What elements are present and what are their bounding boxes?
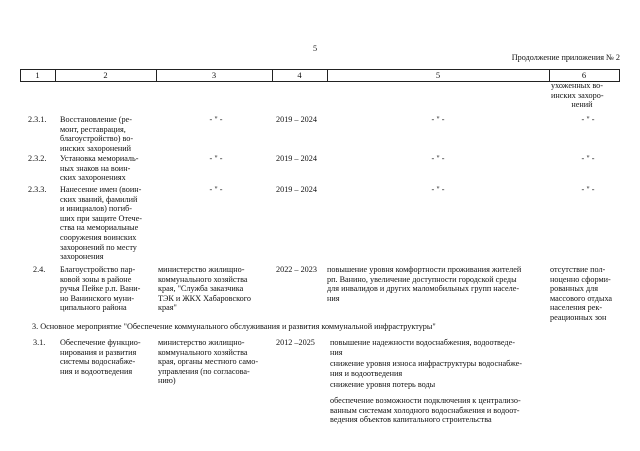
row-executor: - " -	[209, 185, 223, 194]
text-line: ципального района	[60, 303, 127, 313]
header-col-6: 6	[581, 70, 587, 80]
row-result: - " -	[581, 115, 595, 124]
text-line: края, "Служба заказчика	[158, 284, 244, 294]
row-number: 2.3.2.	[28, 154, 47, 163]
row-number: 2.3.3.	[28, 185, 47, 194]
text-line: Восстановление (ре-	[60, 115, 132, 124]
text-line: ских захоронениях	[60, 173, 126, 183]
text-line: инских захоронений	[60, 143, 131, 153]
row-indicator-1	[330, 338, 515, 357]
text-line: и инициалов) погиб-	[60, 204, 132, 214]
row-indicator-3	[330, 380, 435, 390]
row-executor: - " -	[209, 154, 223, 163]
text-line: управления (по согласова-	[158, 366, 250, 376]
text-line: ния	[330, 347, 343, 357]
row-indicator-2	[330, 359, 522, 378]
row-result: - " -	[581, 185, 595, 194]
text-line: рп. Ванино, увеличение доступности городской среды	[327, 274, 517, 284]
text-line: ных знаков на воин-	[60, 163, 131, 173]
text-line: нирования и развития	[60, 347, 137, 357]
text-line: реационных зон	[550, 312, 607, 322]
row-name	[60, 154, 138, 183]
text-line: захоронений по месту	[60, 242, 137, 252]
text-line: захоронения	[60, 252, 104, 262]
header-col-4: 4	[297, 70, 302, 80]
text-line: нений	[571, 100, 593, 110]
text-line: ведения объектов капитального строительства	[330, 415, 492, 425]
row-name	[60, 265, 140, 313]
text-line: ноценно сформи-	[550, 274, 611, 284]
text-line: края, органы местного само-	[158, 357, 259, 367]
text-line: Установка мемориаль-	[60, 154, 139, 163]
row-number: 3.1.	[33, 338, 46, 347]
text-line: сооружения воинских	[60, 232, 137, 242]
text-line: ния и водоотведения	[60, 366, 133, 376]
continuation-label: Продолжение приложения № 2	[511, 53, 620, 62]
row-name	[60, 338, 141, 376]
text-line: обеспечение возможности подключения к централизо-	[330, 396, 521, 405]
text-line: ния и водоотведения	[330, 368, 403, 378]
text-line: ухоженных во-	[551, 81, 603, 90]
text-line: ших при защите Отече-	[60, 213, 142, 223]
col6-fragment	[551, 81, 613, 110]
row-result	[550, 265, 612, 323]
text-line: ства на мемориальные	[60, 223, 139, 233]
row-executor	[158, 265, 251, 313]
text-line: для инвалидов и других маломобильных групп населе-	[327, 284, 520, 294]
row-period: 2019 – 2024	[276, 185, 317, 194]
text-line: министерство жилищно-	[158, 265, 245, 274]
text-line: инских захоро-	[551, 90, 604, 100]
text-line: рованных для	[550, 284, 599, 294]
row-period: 2019 – 2024	[276, 115, 317, 124]
text-line: ских званий, фамилий	[60, 194, 138, 204]
header-divider	[619, 69, 620, 81]
text-line: Нанесение имен (воин-	[60, 185, 142, 194]
text-line: ручья Пейке р.п. Вани-	[60, 284, 141, 294]
text-line: нию)	[158, 376, 176, 386]
row-number: 2.3.1.	[28, 115, 47, 124]
text-line: коммунального хозяйства	[158, 347, 248, 357]
row-indicator	[327, 265, 521, 303]
header-col-2: 2	[103, 70, 108, 80]
text-line: Обеспечение функцио-	[60, 338, 141, 347]
row-executor: - " -	[209, 115, 223, 124]
header-col-1: 1	[35, 70, 40, 80]
section-title: 3. Основное мероприятие "Обеспечение коммунального обслуживания и развития коммунальной инфраструктуры"	[32, 322, 436, 331]
row-indicator: - " -	[431, 154, 445, 163]
text-line: системы водоснабже-	[60, 357, 136, 367]
text-line: снижение уровня потерь воды	[330, 380, 436, 389]
text-line: снижение уровня износа инфраструктуры водоснабже-	[330, 359, 522, 368]
row-number: 2.4.	[33, 265, 46, 274]
text-line: повышение надежности водоснабжения, водоотведе-	[330, 338, 515, 347]
header-bottom-border	[20, 81, 620, 82]
text-line: коммунального хозяйства	[158, 274, 248, 284]
text-line: ния	[327, 293, 340, 303]
row-period: 2019 – 2024	[276, 154, 317, 163]
row-period: 2012 –2025	[276, 338, 315, 347]
text-line: ТЭК и ЖКХ Хабаровского	[158, 293, 251, 303]
row-indicator: - " -	[431, 185, 445, 194]
text-line: благоустройство) во-	[60, 134, 134, 144]
text-line: но Ванинского муни-	[60, 293, 135, 303]
row-period: 2022 – 2023	[276, 265, 317, 274]
text-line: повышение уровня комфортности проживания жителей	[327, 265, 522, 274]
header-col-5: 5	[435, 70, 441, 80]
page-number: 5	[312, 44, 318, 53]
text-line: Благоустройство пар-	[60, 265, 136, 274]
text-line: монт, реставрация,	[60, 124, 126, 134]
row-indicator-4	[330, 396, 521, 425]
text-line: ванным системам холодного водоснабжения и водоот-	[330, 405, 520, 415]
row-name	[60, 185, 142, 262]
text-line: отсутствие пол-	[550, 265, 606, 274]
header-col-3: 3	[211, 70, 217, 80]
text-line: массового отдыха	[550, 293, 613, 303]
row-indicator: - " -	[431, 115, 445, 124]
row-result: - " -	[581, 154, 595, 163]
text-line: ковой зоны в районе	[60, 274, 132, 284]
text-line: населения рек-	[550, 303, 603, 313]
text-line: края"	[158, 303, 177, 313]
row-name	[60, 115, 133, 153]
row-executor	[158, 338, 258, 386]
text-line: министерство жилищно-	[158, 338, 245, 347]
